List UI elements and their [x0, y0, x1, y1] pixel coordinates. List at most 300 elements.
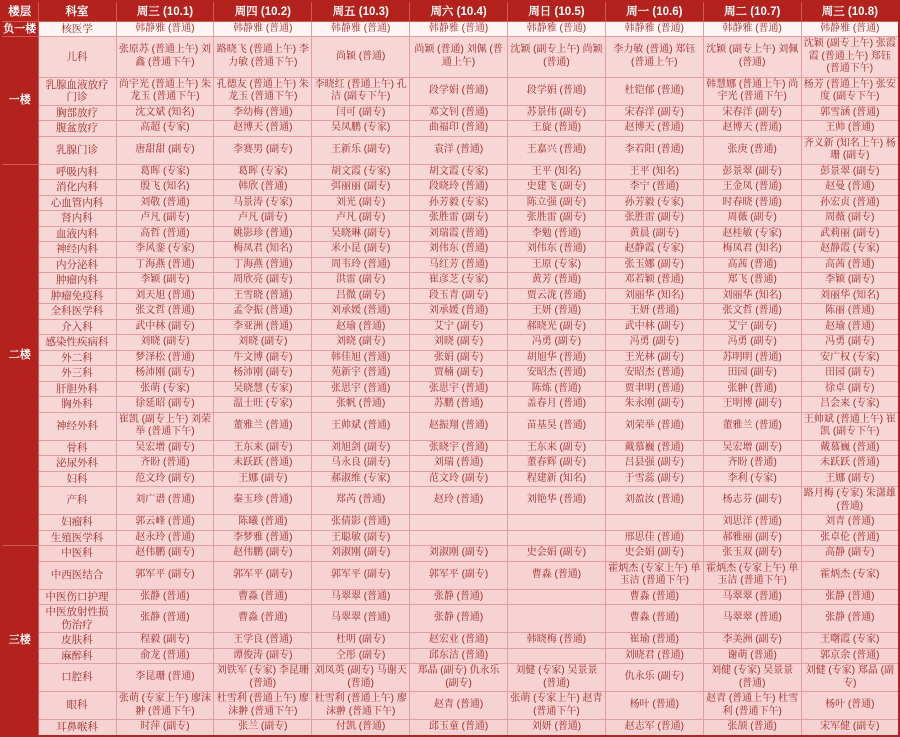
- table-row: [1, 633, 899, 649]
- table-row: [1, 515, 899, 531]
- schedule-cell: [508, 515, 606, 531]
- dept-cell: 肾内科: [38, 211, 116, 227]
- schedule-cell: 王旋 (普通): [508, 121, 606, 137]
- schedule-cell: 冯勇 (副专): [605, 335, 703, 351]
- table-row: [1, 664, 899, 692]
- dept-cell: 中医放射性损伤治疗: [38, 605, 116, 633]
- schedule-cell: 黄晨 (副专): [605, 226, 703, 242]
- schedule-cell: 张帆 (普通): [312, 397, 410, 413]
- schedule-cell: 范文玲 (副专): [410, 471, 508, 487]
- schedule-cell: 赵伟鹏 (副专): [116, 546, 214, 562]
- dept-cell: 眼科: [38, 692, 116, 720]
- schedule-cell: 王帅斌 (普通上午) 崔凯 (副专下午): [801, 412, 899, 440]
- schedule-cell: 张萌 (专家上午) 赵青 (普通下午): [508, 692, 606, 720]
- dept-cell: 生殖医学科: [38, 530, 116, 546]
- schedule-cell: 段学娟 (普通): [410, 77, 508, 105]
- table-row: [1, 226, 899, 242]
- schedule-cell: 张原苏 (普通上午) 刘鑫 (普通下午): [116, 37, 214, 78]
- header-day: 周五 (10.3): [312, 1, 410, 21]
- schedule-cell: 宋春洋 (副专): [605, 105, 703, 121]
- schedule-cell: 张静 (普通): [801, 589, 899, 605]
- schedule-cell: 韩静雅 (普通): [312, 21, 410, 37]
- schedule-cell: 刘承媛 (普通): [312, 304, 410, 320]
- schedule-cell: 吴宏增 (副专): [703, 440, 801, 456]
- schedule-cell: 史会娟 (副专): [605, 546, 703, 562]
- schedule-cell: 张兰 (副专): [214, 720, 312, 736]
- schedule-cell: 李美洲 (副专): [703, 633, 801, 649]
- schedule-cell: 刘荣举 (普通): [605, 412, 703, 440]
- schedule-cell: 赵瑜 (普通): [312, 319, 410, 335]
- schedule-cell: 张静 (普通): [116, 605, 214, 633]
- schedule-cell: 王新乐 (副专): [312, 136, 410, 164]
- schedule-cell: 崔凯 (副专上午) 刘荣举 (普通下午): [116, 412, 214, 440]
- schedule-cell: [508, 648, 606, 664]
- schedule-cell: 张倩影 (普通): [312, 515, 410, 531]
- schedule-cell: 王嘉兴 (普通): [508, 136, 606, 164]
- schedule-cell: 周薇 (副专): [703, 211, 801, 227]
- schedule-cell: 杨沛刚 (副专): [116, 366, 214, 382]
- schedule-cell: [605, 515, 703, 531]
- schedule-cell: 沈颖 (副专上午) 张霞霞 (普通上午) 郑钰 (普通下午): [801, 37, 899, 78]
- schedule-cell: 苗基昊 (普通): [508, 412, 606, 440]
- schedule-cell: 彭景翠 (副专): [801, 164, 899, 180]
- schedule-cell: 赵博天 (普通): [703, 121, 801, 137]
- schedule-cell: 张胜雷 (副专): [605, 211, 703, 227]
- schedule-cell: 艾宁 (副专): [703, 319, 801, 335]
- schedule-cell: 刘淑刚 (副专): [312, 546, 410, 562]
- dept-cell: 神经内科: [38, 242, 116, 258]
- schedule-cell: 苑新宇 (普通): [312, 366, 410, 382]
- schedule-cell: 安昭杰 (普通): [605, 366, 703, 382]
- schedule-cell: 刘丽华 (知名): [801, 288, 899, 304]
- schedule-cell: 杨叶 (普通): [605, 692, 703, 720]
- schedule-cell: 刘光 (副专): [312, 195, 410, 211]
- schedule-cell: 安昭杰 (普通): [508, 366, 606, 382]
- schedule-cell: 梦泽松 (普通): [116, 350, 214, 366]
- table-row: [1, 335, 899, 351]
- table-row: [1, 164, 899, 180]
- schedule-cell: 刘盈汝 (普通): [605, 487, 703, 515]
- schedule-cell: 马翠翠 (普通): [703, 589, 801, 605]
- table-row: [1, 412, 899, 440]
- dept-cell: 产科: [38, 487, 116, 515]
- schedule-cell: 杜明 (副专): [312, 633, 410, 649]
- schedule-cell: 郑飞 (普通): [703, 273, 801, 289]
- schedule-cell: 张胜雷 (副专): [508, 211, 606, 227]
- schedule-cell: 段晓玲 (普通): [410, 180, 508, 196]
- schedule-cell: 刘妍 (普通): [508, 720, 606, 736]
- schedule-cell: 丁海燕 (普通): [214, 257, 312, 273]
- schedule-cell: 于雪蕊 (副专): [605, 471, 703, 487]
- schedule-cell: 刘承媛 (普通): [410, 304, 508, 320]
- schedule-cell: 马永良 (副专): [312, 456, 410, 472]
- floor-label: 三楼: [1, 546, 38, 736]
- schedule-cell: 尚颖 (普通) 刘佩 (普通上午): [410, 37, 508, 78]
- dept-cell: 皮肤科: [38, 633, 116, 649]
- schedule-cell: 范文玲 (副专): [116, 471, 214, 487]
- schedule-cell: 张萌 (专家): [116, 381, 214, 397]
- schedule-cell: [410, 515, 508, 531]
- schedule-cell: 梅凤君 (知名): [703, 242, 801, 258]
- schedule-cell: 邱东洁 (普通): [410, 648, 508, 664]
- schedule-cell: 安广权 (专家): [801, 350, 899, 366]
- dept-cell: 麻醉科: [38, 648, 116, 664]
- table-row: [1, 456, 899, 472]
- schedule-cell: 张思宇 (普通): [312, 381, 410, 397]
- schedule-cell: 赵志军 (普通): [605, 720, 703, 736]
- schedule-cell: 韩静雅 (普通): [116, 21, 214, 37]
- schedule-cell: 曹淼 (普通): [508, 561, 606, 589]
- schedule-cell: 周薇 (副专): [801, 211, 899, 227]
- schedule-cell: 郭雪涵 (普通): [801, 105, 899, 121]
- schedule-cell: 张玉娜 (副专): [605, 257, 703, 273]
- schedule-cell: 齐盼 (普通): [116, 456, 214, 472]
- schedule-cell: 刘艳华 (普通): [508, 487, 606, 515]
- table-row: [1, 692, 899, 720]
- schedule-cell: 赵曼 (普通): [801, 180, 899, 196]
- schedule-cell: 时萍 (副专): [116, 720, 214, 736]
- schedule-cell: 苏景伟 (副专): [508, 105, 606, 121]
- schedule-cell: 吴晓琳 (副专): [312, 226, 410, 242]
- floor-label: 负一楼: [1, 21, 38, 37]
- schedule-cell: 王帅 (普通): [801, 121, 899, 137]
- dept-cell: 妇科: [38, 471, 116, 487]
- table-row: [1, 561, 899, 589]
- dept-cell: 介入科: [38, 319, 116, 335]
- schedule-cell: 高哲 (普通): [116, 226, 214, 242]
- dept-cell: 外二科: [38, 350, 116, 366]
- schedule-cell: 董雅兰 (普通): [214, 412, 312, 440]
- table-row: [1, 720, 899, 736]
- header-day: 周三 (10.1): [116, 1, 214, 21]
- dept-cell: 中医伤口护理: [38, 589, 116, 605]
- schedule-cell: 刘晓 (副专): [312, 335, 410, 351]
- schedule-cell: 张思宇 (普通): [410, 381, 508, 397]
- schedule-cell: 霍炳杰 (专家上午) 单玉洁 (普通下午): [605, 561, 703, 589]
- schedule-cell: 陈丽 (普通): [801, 304, 899, 320]
- schedule-cell: 杨志芬 (副专): [703, 487, 801, 515]
- schedule-cell: 刘铁军 (专家) 李昆珊 (普通): [214, 664, 312, 692]
- schedule-cell: 邢思佳 (普通): [605, 530, 703, 546]
- dept-cell: 消化内科: [38, 180, 116, 196]
- schedule-cell: 程毅 (副专): [116, 633, 214, 649]
- schedule-cell: 卢凡 (副专): [116, 211, 214, 227]
- schedule-cell: 郭云峰 (普通): [116, 515, 214, 531]
- schedule-cell: 殷飞 (知名): [116, 180, 214, 196]
- schedule-cell: 马景涛 (专家): [214, 195, 312, 211]
- table-row: [1, 195, 899, 211]
- dept-cell: 中医科: [38, 546, 116, 562]
- schedule-cell: 张颉 (普通): [703, 720, 801, 736]
- schedule-cell: 齐义新 (知名上午) 杨珊 (副专): [801, 136, 899, 164]
- schedule-cell: 刘瑞 (普通): [410, 456, 508, 472]
- schedule-cell: 史建飞 (副专): [508, 180, 606, 196]
- header-day: 周六 (10.4): [410, 1, 508, 21]
- table-row: [1, 350, 899, 366]
- dept-cell: 血液内科: [38, 226, 116, 242]
- schedule-cell: 武中林 (副专): [116, 319, 214, 335]
- schedule-cell: 戴慕巍 (普通): [801, 440, 899, 456]
- schedule-cell: 洪雷 (副专): [312, 273, 410, 289]
- schedule-cell: 李幼梅 (普通): [214, 105, 312, 121]
- schedule-cell: 杜雪利 (普通上午) 廖沫翀 (普通下午): [214, 692, 312, 720]
- schedule-cell: 张庚 (普通): [703, 136, 801, 164]
- schedule-cell: 段学娟 (普通): [508, 77, 606, 105]
- schedule-cell: 赵玲 (普通): [410, 487, 508, 515]
- schedule-cell: 曹淼 (普通): [214, 605, 312, 633]
- dept-cell: 肿瘤免疫科: [38, 288, 116, 304]
- schedule-cell: 赵振翔 (普通): [410, 412, 508, 440]
- schedule-cell: 赵青 (普通上午) 杜雪利 (普通下午): [703, 692, 801, 720]
- schedule-cell: 郝雅丽 (副专): [703, 530, 801, 546]
- schedule-cell: 武中林 (副专): [605, 319, 703, 335]
- schedule-cell: 霍炳杰 (专家): [801, 561, 899, 589]
- schedule-cell: 曹淼 (普通): [605, 605, 703, 633]
- schedule-cell: 韩静雅 (普通): [703, 21, 801, 37]
- schedule-cell: 陈曦 (普通): [214, 515, 312, 531]
- table-row: [1, 440, 899, 456]
- schedule-cell: 刘健 (专家) 吴景景 (普通): [508, 664, 606, 692]
- schedule-cell: 韩欣 (普通): [214, 180, 312, 196]
- schedule-cell: 宋军健 (副专): [801, 720, 899, 736]
- schedule-cell: 崔瑜 (普通): [605, 633, 703, 649]
- schedule-cell: 黄芳 (普通): [508, 273, 606, 289]
- schedule-cell: 冯勇 (副专): [801, 335, 899, 351]
- schedule-cell: 刘晓 (副专): [410, 335, 508, 351]
- schedule-cell: 葛晖 (专家): [116, 164, 214, 180]
- schedule-cell: 梅凤君 (知名): [214, 242, 312, 258]
- schedule-cell: 李晓红 (普通上午) 孔洁 (副专下午): [312, 77, 410, 105]
- schedule-cell: 仇永乐 (副专): [605, 664, 703, 692]
- schedule-cell: 王帅斌 (普通): [312, 412, 410, 440]
- schedule-cell: 刘健 (专家) 吴景景 (普通): [703, 664, 801, 692]
- dept-cell: 腹盆放疗: [38, 121, 116, 137]
- schedule-cell: 刘敬 (普通): [116, 195, 214, 211]
- schedule-cell: 曹淼 (普通): [214, 589, 312, 605]
- schedule-cell: 刘旭剑 (副专): [312, 440, 410, 456]
- schedule-cell: 丁海燕 (普通): [116, 257, 214, 273]
- schedule-cell: 张静 (普通): [116, 589, 214, 605]
- table-row: [1, 589, 899, 605]
- schedule-cell: 张玉双 (副专): [703, 546, 801, 562]
- schedule-cell: 周韦玲 (普通): [312, 257, 410, 273]
- schedule-cell: 郭军平 (副专): [214, 561, 312, 589]
- schedule-cell: 未跃跃 (普通): [214, 456, 312, 472]
- schedule-cell: 李颖 (副专): [116, 273, 214, 289]
- schedule-cell: 张文哲 (普通): [703, 304, 801, 320]
- table-row: [1, 21, 899, 37]
- schedule-cell: 李赛男 (副专): [214, 136, 312, 164]
- schedule-cell: 王光林 (副专): [605, 350, 703, 366]
- schedule-cell: 邱玉童 (普通): [410, 720, 508, 736]
- schedule-cell: 郝晓光 (副专): [508, 319, 606, 335]
- schedule-cell: 刘淑刚 (副专): [410, 546, 508, 562]
- schedule-cell: [508, 605, 606, 633]
- schedule-cell: 卢凡 (副专): [312, 211, 410, 227]
- schedule-cell: 韩佳旭 (普通): [312, 350, 410, 366]
- schedule-cell: 韩静雅 (普通): [410, 21, 508, 37]
- dept-cell: 泌尿外科: [38, 456, 116, 472]
- schedule-cell: 刘晓 (副专): [214, 335, 312, 351]
- schedule-cell: 王明博 (副专): [703, 397, 801, 413]
- schedule-cell: 贾楠 (副专): [410, 366, 508, 382]
- schedule-cell: [508, 589, 606, 605]
- schedule-cell: 葛晖 (专家): [214, 164, 312, 180]
- table-row: [1, 257, 899, 273]
- schedule-cell: 谢萌 (普通): [703, 648, 801, 664]
- schedule-cell: 沈文斌 (知名): [116, 105, 214, 121]
- schedule-cell: 路月梅 (专家) 朱潇雄 (普通): [801, 487, 899, 515]
- schedule-cell: 马翠翠 (普通): [312, 589, 410, 605]
- floor-label: 一楼: [1, 37, 38, 165]
- schedule-cell: 曹淼 (普通): [605, 589, 703, 605]
- schedule-cell: 刘瑞霞 (普通): [410, 226, 508, 242]
- schedule-cell: 李亚洲 (普通): [214, 319, 312, 335]
- schedule-cell: 韩慧娜 (普通上午) 尚宇光 (普通下午): [703, 77, 801, 105]
- schedule-cell: 张娟 (副专): [410, 350, 508, 366]
- schedule-cell: 张静 (普通): [410, 605, 508, 633]
- dept-cell: 神经外科: [38, 412, 116, 440]
- schedule-cell: 王妍 (普通): [508, 304, 606, 320]
- table-row: [1, 397, 899, 413]
- schedule-cell: 刘伟东 (普通): [410, 242, 508, 258]
- schedule-cell: 李勉 (普通): [508, 226, 606, 242]
- schedule-cell: 王平 (知名): [508, 164, 606, 180]
- schedule-cell: 张胜雷 (副专): [410, 211, 508, 227]
- schedule-cell: 尚颖 (普通): [312, 37, 410, 78]
- table-row: [1, 530, 899, 546]
- schedule-cell: 苏鹏 (普通): [410, 397, 508, 413]
- header-day: 周四 (10.2): [214, 1, 312, 21]
- schedule-cell: 李风銮 (专家): [116, 242, 214, 258]
- header-floor: 楼层: [1, 1, 38, 21]
- schedule-cell: 赵桂敏 (专家): [703, 226, 801, 242]
- dept-cell: 乳腺血液放疗门诊: [38, 77, 116, 105]
- schedule-cell: 崔彦芝 (专家): [410, 273, 508, 289]
- table-row: [1, 136, 899, 164]
- header-day: 周一 (10.6): [605, 1, 703, 21]
- schedule-cell: 王学良 (普通): [214, 633, 312, 649]
- schedule-cell: 程建新 (知名): [508, 471, 606, 487]
- schedule-cell: 李利 (专家): [703, 471, 801, 487]
- schedule-cell: 杨沛刚 (副专): [214, 366, 312, 382]
- floor-label: 二楼: [1, 164, 38, 546]
- schedule-cell: 王雪晓 (普通): [214, 288, 312, 304]
- schedule-cell: 李昆珊 (普通): [116, 664, 214, 692]
- schedule-cell: 王东来 (副专): [214, 440, 312, 456]
- schedule-cell: 刘伟东 (普通): [508, 242, 606, 258]
- schedule-cell: 谭俊涛 (副专): [214, 648, 312, 664]
- schedule-cell: 韩静雅 (普通): [508, 21, 606, 37]
- schedule-cell: 秦玉珍 (普通): [214, 487, 312, 515]
- schedule-cell: 沈颖 (副专上午) 尚颖 (普通): [508, 37, 606, 78]
- schedule-cell: 赵博天 (普通): [214, 121, 312, 137]
- dept-cell: 口腔科: [38, 664, 116, 692]
- dept-cell: 胸外科: [38, 397, 116, 413]
- schedule-cell: 尚宇光 (普通上午) 朱龙玉 (普通下午): [116, 77, 214, 105]
- schedule-cell: 郭军平 (副专): [410, 561, 508, 589]
- schedule-cell: 俞龙 (普通): [116, 648, 214, 664]
- dept-cell: 妇瘤科: [38, 515, 116, 531]
- schedule-cell: 温士旺 (专家): [214, 397, 312, 413]
- schedule-cell: 张静 (普通): [801, 605, 899, 633]
- table-row: [1, 487, 899, 515]
- schedule-cell: 韩静雅 (普通): [801, 21, 899, 37]
- table-row: [1, 381, 899, 397]
- schedule-cell: 张文哲 (普通): [116, 304, 214, 320]
- dept-cell: 乳腺门诊: [38, 136, 116, 164]
- schedule-cell: 姚影珍 (普通): [214, 226, 312, 242]
- schedule-cell: 韩晓梅 (普通): [508, 633, 606, 649]
- schedule-cell: 孔德友 (普通上午) 朱龙玉 (普通下午): [214, 77, 312, 105]
- schedule-cell: 吕会来 (专家): [801, 397, 899, 413]
- schedule-cell: 邓若颖 (普通): [605, 273, 703, 289]
- schedule-cell: 徐延昭 (副专): [116, 397, 214, 413]
- schedule-cell: 赵青 (普通): [410, 692, 508, 720]
- header-dept: 科室: [38, 1, 116, 21]
- schedule-cell: 曲福印 (普通): [410, 121, 508, 137]
- schedule-cell: 刘青 (普通): [801, 515, 899, 531]
- schedule-cell: 郝淑维 (专家): [312, 471, 410, 487]
- schedule-cell: 吴晓慧 (专家): [214, 381, 312, 397]
- schedule-cell: 李颖 (副专): [801, 273, 899, 289]
- table-row: [1, 273, 899, 289]
- schedule-cell: 马红芳 (普通): [410, 257, 508, 273]
- schedule-cell: 路晓飞 (普通上午) 李力敏 (普通下午): [214, 37, 312, 78]
- schedule-cell: 牛文博 (副专): [214, 350, 312, 366]
- schedule-cell: 张静 (普通): [410, 589, 508, 605]
- schedule-cell: 杨叶 (普通): [801, 692, 899, 720]
- schedule-cell: 冯勇 (副专): [703, 335, 801, 351]
- schedule-cell: 卢凡 (副专): [214, 211, 312, 227]
- table-row: [1, 121, 899, 137]
- schedule-cell: 高茜 (普通): [703, 257, 801, 273]
- schedule-cell: 王娜 (副专): [214, 471, 312, 487]
- schedule-cell: 董春辉 (副专): [508, 456, 606, 472]
- table-row: [1, 471, 899, 487]
- schedule-cell: 张晓宇 (普通): [410, 440, 508, 456]
- schedule-cell: 吕县强 (副专): [605, 456, 703, 472]
- schedule-cell: 刘凤英 (副专) 马谢天 (普通): [312, 664, 410, 692]
- schedule-cell: 史会娟 (副专): [508, 546, 606, 562]
- schedule-cell: 贾云泷 (普通): [508, 288, 606, 304]
- dept-cell: 全科医学科: [38, 304, 116, 320]
- schedule-cell: 张卓伦 (普通): [801, 530, 899, 546]
- schedule-cell: 赵博天 (普通): [605, 121, 703, 137]
- table-row: [1, 605, 899, 633]
- table-row: [1, 319, 899, 335]
- schedule-cell: 霍炳杰 (专家上午) 单玉洁 (普通下午): [703, 561, 801, 589]
- schedule-cell: 时春晓 (普通): [703, 195, 801, 211]
- schedule-cell: 吴凤鹏 (专家): [312, 121, 410, 137]
- schedule-cell: 高茜 (普通): [801, 257, 899, 273]
- table-row: [1, 37, 899, 78]
- schedule-cell: 邓文钊 (普通): [410, 105, 508, 121]
- header-day: 周二 (10.7): [703, 1, 801, 21]
- schedule-cell: 韩静雅 (普通): [605, 21, 703, 37]
- schedule-cell: 田园 (副专): [801, 366, 899, 382]
- schedule-cell: 陈炼 (普通): [508, 381, 606, 397]
- schedule-cell: 冯勇 (副专): [508, 335, 606, 351]
- dept-cell: 肝胆外科: [38, 381, 116, 397]
- schedule-cell: 盖春月 (普通): [508, 397, 606, 413]
- schedule-cell: 郑晶 (副专) 仇永乐 (副专): [410, 664, 508, 692]
- dept-cell: 呼吸内科: [38, 164, 116, 180]
- schedule-cell: 齐盼 (普通): [703, 456, 801, 472]
- dept-cell: 胸部放疗: [38, 105, 116, 121]
- dept-cell: 肿瘤内科: [38, 273, 116, 289]
- schedule-cell: 张翀 (普通): [703, 381, 801, 397]
